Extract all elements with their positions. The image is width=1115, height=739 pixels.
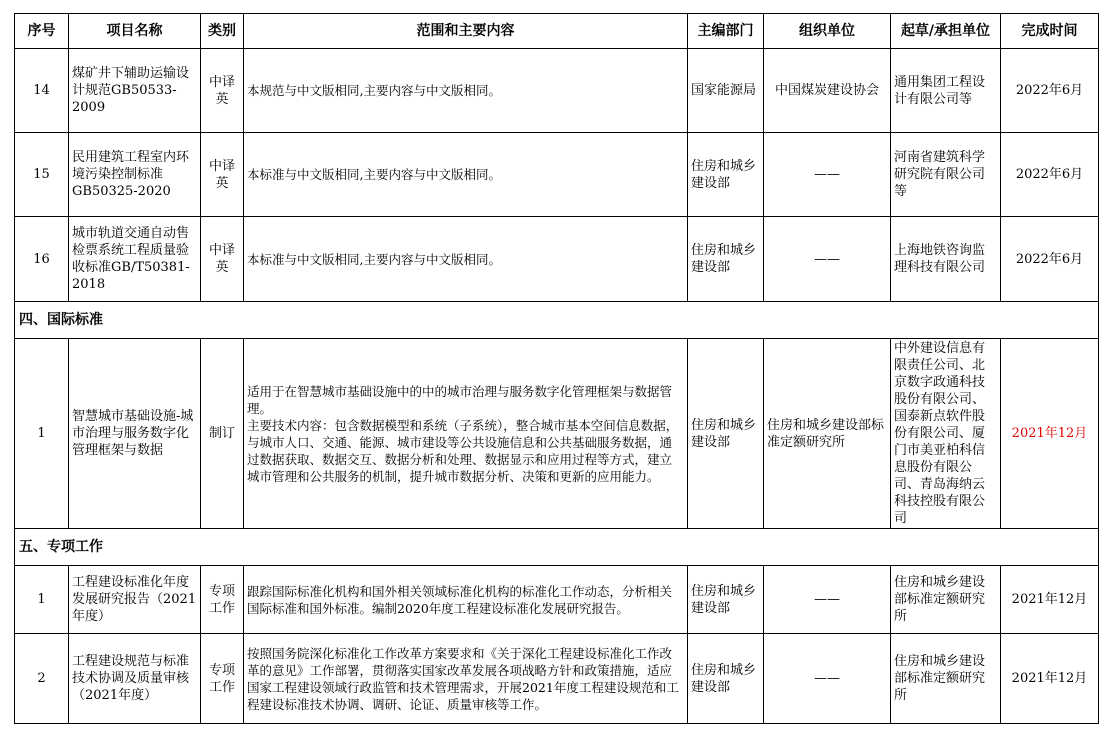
table-row: [15, 217, 1099, 302]
row-name: 煤矿井下辅助运输设计规范GB50533-2009: [69, 49, 201, 133]
row-name: 工程建设标准化年度发展研究报告（2021年度）: [69, 566, 201, 634]
row-org: ——: [764, 634, 891, 724]
row-time: 2022年6月: [1001, 133, 1099, 217]
row-type: 中译英: [201, 49, 244, 133]
row-scope: 本标准与中文版相同,主要内容与中文版相同。: [244, 133, 688, 217]
row-type: 专项工作: [201, 566, 244, 634]
table-row: [15, 133, 1099, 217]
header-dept: 主编部门: [688, 14, 764, 49]
header-time: 完成时间: [1001, 14, 1099, 49]
standards-table: [14, 13, 1099, 724]
header-type: 类别: [201, 14, 244, 49]
section-row: [15, 529, 1099, 566]
row-time: 2021年12月: [1001, 634, 1099, 724]
header-scope: 范围和主要内容: [244, 14, 688, 49]
table-row: [15, 339, 1099, 529]
row-no: 15: [15, 133, 69, 217]
row-scope: 本标准与中文版相同,主要内容与中文版相同。: [244, 217, 688, 302]
row-dept: 住房和城乡建设部: [688, 133, 764, 217]
header-drafter: 起草/承担单位: [891, 14, 1001, 49]
row-time: 2022年6月: [1001, 49, 1099, 133]
row-no: 14: [15, 49, 69, 133]
row-no: 16: [15, 217, 69, 302]
row-no: 2: [15, 634, 69, 724]
row-dept: 住房和城乡建设部: [688, 217, 764, 302]
row-type: 制订: [201, 339, 244, 529]
row-scope: 跟踪国际标准化机构和国外相关领域标准化机构的标准化工作动态，分析相关国际标准和国外标准。编制2020年度工程建设标准化发展研究报告。: [244, 566, 688, 634]
section-title: 四、国际标准: [15, 302, 1099, 339]
row-time: 2021年12月: [1001, 339, 1099, 529]
row-scope: 本规范与中文版相同,主要内容与中文版相同。: [244, 49, 688, 133]
header-name: 项目名称: [69, 14, 201, 49]
row-type: 中译英: [201, 133, 244, 217]
row-dept: 住房和城乡建设部: [688, 566, 764, 634]
row-name: 智慧城市基础设施-城市治理与服务数字化管理框架与数据: [69, 339, 201, 529]
table-row: [15, 566, 1099, 634]
row-org: ——: [764, 217, 891, 302]
row-dept: 国家能源局: [688, 49, 764, 133]
header-org: 组织单位: [764, 14, 891, 49]
row-no: 1: [15, 566, 69, 634]
row-drafter: 中外建设信息有限责任公司、北京数字政通科技股份有限公司、国泰新点软件股份有限公司、厦门市美亚柏科信息股份有限公司、青岛海纳云科技控股有限公司: [891, 339, 1001, 529]
row-drafter: 上海地铁咨询监理科技有限公司: [891, 217, 1001, 302]
section-title: 五、专项工作: [15, 529, 1099, 566]
row-drafter: 河南省建筑科学研究院有限公司等: [891, 133, 1001, 217]
table-row: [15, 49, 1099, 133]
row-org: 住房和城乡建设部标准定额研究所: [764, 339, 891, 529]
row-type: 中译英: [201, 217, 244, 302]
row-scope: 适用于在智慧城市基础设施中的中的城市治理与服务数字化管理框架与数据管理。 主要技术内容：包含数据模型和系统（子系统），整合城市基本空间信息数据，与城市人口、交通、能源、城市建设等公共设施信息和公共基础服务数据，通过数据获取、数据交互、数据分析和处理、数据显示和应用过程等方式，建立城市管理和公共服务的机制，提升城市数据分析、决策和更新的应用能力。: [244, 339, 688, 529]
row-dept: 住房和城乡建设部: [688, 634, 764, 724]
row-drafter: 住房和城乡建设部标准定额研究所: [891, 634, 1001, 724]
row-drafter: 通用集团工程设计有限公司等: [891, 49, 1001, 133]
section-row: [15, 302, 1099, 339]
table-row: [15, 634, 1099, 724]
header-row: [15, 14, 1099, 49]
row-time: 2021年12月: [1001, 566, 1099, 634]
row-time: 2022年6月: [1001, 217, 1099, 302]
row-org: 中国煤炭建设协会: [764, 49, 891, 133]
row-no: 1: [15, 339, 69, 529]
row-scope: 按照国务院深化标准化工作改革方案要求和《关于深化工程建设标准化工作改革的意见》工作部署，贯彻落实国家改革发展各项战略方针和政策措施，适应国家工程建设领域行政监管和技术管理需求，开展2021年度工程建设规范和工程建设标准技术协调、调研、论证、质量审核等工作。: [244, 634, 688, 724]
row-dept: 住房和城乡建设部: [688, 339, 764, 529]
row-org: ——: [764, 566, 891, 634]
row-drafter: 住房和城乡建设部标准定额研究所: [891, 566, 1001, 634]
row-name: 工程建设规范与标准技术协调及质量审核（2021年度）: [69, 634, 201, 724]
header-no: 序号: [15, 14, 69, 49]
row-type: 专项工作: [201, 634, 244, 724]
row-org: ——: [764, 133, 891, 217]
row-name: 城市轨道交通自动售检票系统工程质量验收标准GB/T50381-2018: [69, 217, 201, 302]
row-name: 民用建筑工程室内环境污染控制标准GB50325-2020: [69, 133, 201, 217]
